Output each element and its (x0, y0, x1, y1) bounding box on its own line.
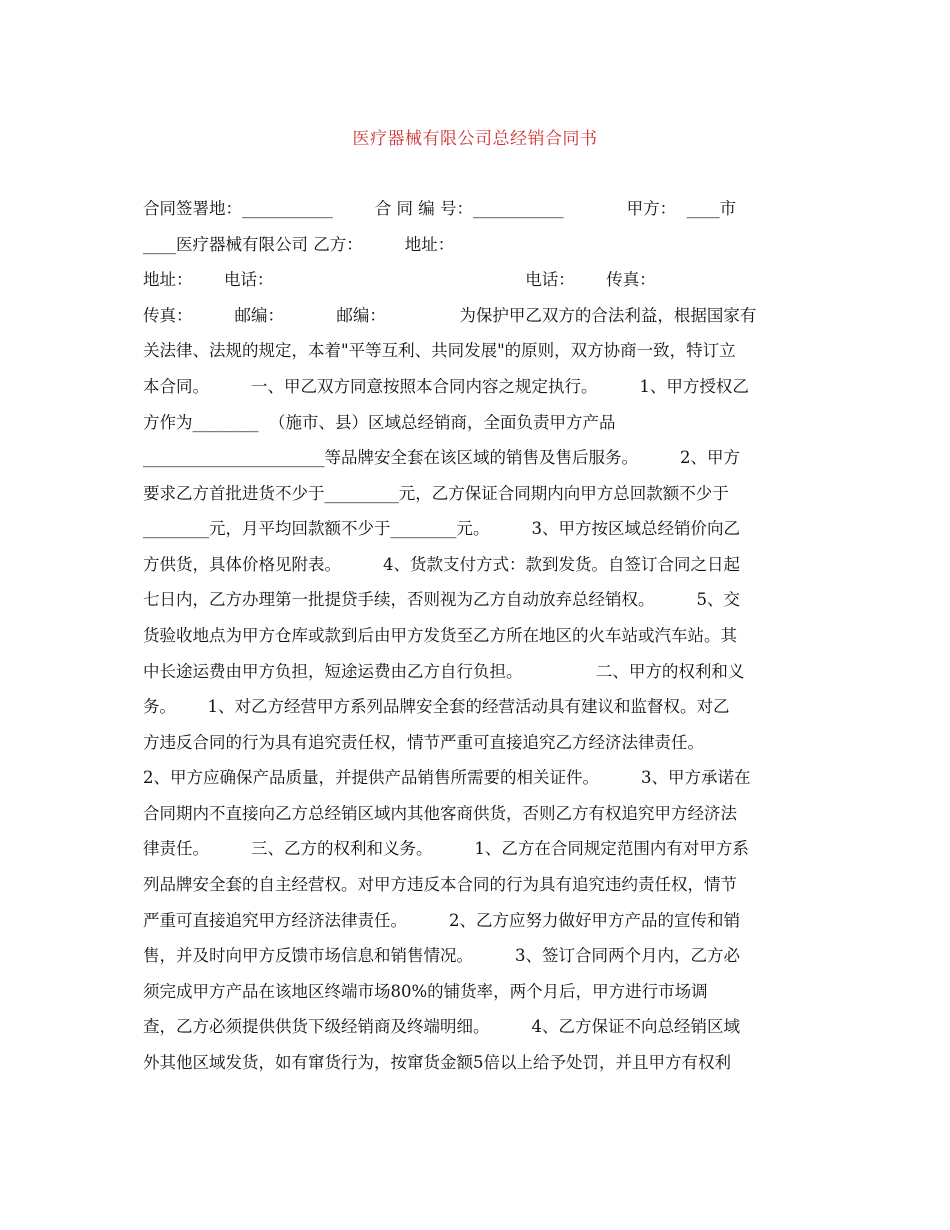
body-line: 要求乙方首批进货不少于_________元，乙方保证合同期内向甲方总回款额不少于 (143, 484, 729, 503)
body-line: ______________________等品牌安全套在该区域的销售及售后服务。 2、甲方 (143, 448, 740, 467)
body-line: 本合同。 一、甲乙双方同意按照本合同内容之规定执行。 1、甲方授权乙 (143, 377, 749, 396)
body-line: 关法律、法规的规定，本着"平等互利、共同发展"的原则，双方协商一致，特订立 (143, 341, 736, 360)
body-line: 严重可直接追究甲方经济法律责任。 2、乙方应努力做好甲方产品的宣传和销 (143, 911, 740, 930)
body-line: 方作为________ （施市、县）区域总经销商，全面负责甲方产品 (143, 413, 616, 432)
body-line: 售，并及时向甲方反馈市场信息和销售情况。 3、签订合同两个月内，乙方必 (143, 946, 740, 965)
body-line: 列品牌安全套的自主经营权。对甲方违反本合同的行为具有追究违约责任权，情节 (143, 875, 737, 894)
body-line: 律责任。 三、乙方的权利和义务。 1、乙方在合同规定范围内有对甲方系 (143, 839, 749, 858)
body-line: 2、甲方应确保产品质量，并提供产品销售所需要的相关证件。 3、甲方承诺在 (143, 768, 751, 787)
body-line: 方违反合同的行为具有追究责任权，情节严重可直接追究乙方经济法律责任。 (143, 733, 704, 752)
body-line: 地址： 电话： 电话： 传真： (143, 270, 656, 289)
body-line: 七日内，乙方办理第一批提贷手续，否则视为乙方自动放弃总经销权。 5、交 (143, 590, 740, 609)
body-line: 传真： 邮编： 邮编： 为保护甲乙双方的合法利益，根据国家有 (143, 306, 757, 325)
body-line: 查，乙方必须提供供货下级经销商及终端明细。 4、乙方保证不向总经销区域 (143, 1017, 740, 1036)
body-line: 须完成甲方产品在该地区终端市场80%的铺货率，两个月后，甲方进行市场调 (143, 982, 708, 1001)
body-line: 中长途运费由甲方负担，短途运费由乙方自行负担。 二、甲方的权利和义 (143, 662, 745, 681)
body-line: 合同期内不直接向乙方总经销区域内其他客商供货，否则乙方有权追究甲方经济法 (143, 804, 737, 823)
body-line: 外其他区域发货，如有窜货行为，按窜货金额5倍以上给予处罚，并且甲方有权利 (143, 1053, 731, 1072)
body-line: 务。 1、对乙方经营甲方系列品牌安全套的经营活动具有建议和监督权。对乙 (143, 697, 730, 716)
document-title: 医疗器械有限公司总经销合同书 (352, 129, 598, 149)
body-line: 合同签署地：___________ 合 同 编 号：___________ 甲方： ____市 (143, 199, 737, 218)
body-line: ____医疗器械有限公司 乙方： 地址： (143, 235, 455, 254)
body-line: 货验收地点为甲方仓库或款到后由甲方发货至乙方所在地区的火车站或汽车站。其 (143, 626, 737, 645)
body-line: 方供货，具体价格见附表。 4、货款支付方式：款到发货。自签订合同之日起 (143, 555, 740, 574)
body-line: ________元，月平均回款额不少于________元。 3、甲方按区域总经销价向乙 (143, 519, 740, 538)
